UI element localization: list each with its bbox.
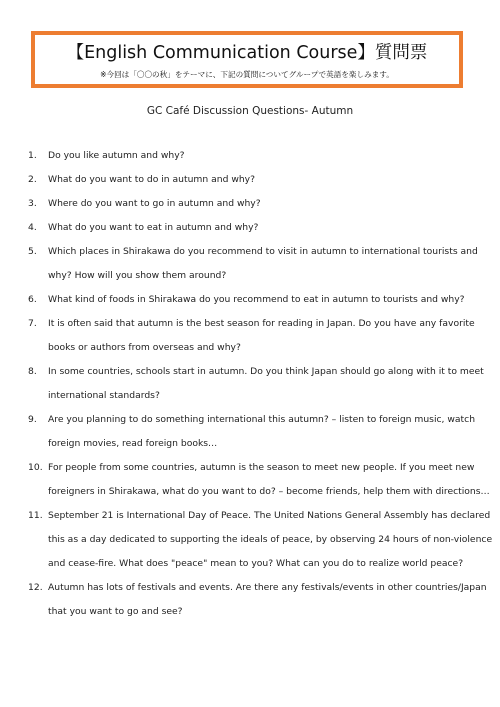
question-number: 1.: [28, 150, 37, 161]
document-note: ※今回は「〇〇の秋」をテーマに、下記の質問についてグループで英語を楽しみます。: [100, 70, 394, 79]
question-number: 11.: [28, 510, 43, 521]
question-text: Autumn has lots of festivals and events. Are there any festivals/events in other countries/Japan: [48, 582, 487, 593]
question-text: and cease-fire. What does "peace" mean to you? What can you do to realize world peace?: [48, 558, 464, 569]
document-title: 【English Communication Course】質問票: [66, 43, 428, 63]
question-number: 8.: [28, 366, 37, 377]
question-text: foreigners in Shirakawa, what do you want to do? – become friends, help them with directions…: [48, 486, 490, 497]
question-number: 2.: [28, 174, 37, 185]
question-number: 10.: [28, 462, 43, 473]
question-text: Which places in Shirakawa do you recommend to visit in autumn to international tourists and: [48, 246, 478, 257]
question-text: books or authors from overseas and why?: [48, 342, 241, 353]
question-number: 7.: [28, 318, 37, 329]
document-subtitle: GC Café Discussion Questions- Autumn: [146, 105, 354, 117]
question-number: 12.: [28, 582, 43, 593]
question-text: What kind of foods in Shirakawa do you recommend to eat in autumn to tourists and why?: [48, 294, 465, 305]
question-text: Where do you want to go in autumn and why?: [48, 198, 261, 209]
question-text: What do you want to do in autumn and why?: [48, 174, 255, 185]
question-number: 5.: [28, 246, 37, 257]
question-number: 9.: [28, 414, 37, 425]
question-text: foreign movies, read foreign books…: [48, 438, 218, 449]
question-text: this as a day dedicated to supporting the ideals of peace, by observing 24 hours of non-violence: [48, 534, 493, 545]
question-text: In some countries, schools start in autumn. Do you think Japan should go along with it to meet: [48, 366, 484, 377]
question-number: 6.: [28, 294, 37, 305]
question-text: For people from some countries, autumn is the season to meet new people. If you meet new: [48, 462, 475, 473]
question-text: Do you like autumn and why?: [48, 150, 185, 161]
question-text: It is often said that autumn is the best season for reading in Japan. Do you have any favorite: [48, 318, 475, 329]
question-text: Are you planning to do something international this autumn? – listen to foreign music, watch: [48, 414, 476, 425]
question-number: 3.: [28, 198, 37, 209]
question-text: why? How will you show them around?: [48, 270, 227, 281]
question-text: international standards?: [48, 390, 160, 401]
question-text: What do you want to eat in autumn and why?: [48, 222, 259, 233]
question-text: September 21 is International Day of Peace. The United Nations General Assembly has declared: [48, 510, 491, 521]
question-number: 4.: [28, 222, 37, 233]
question-text: that you want to go and see?: [48, 606, 183, 617]
